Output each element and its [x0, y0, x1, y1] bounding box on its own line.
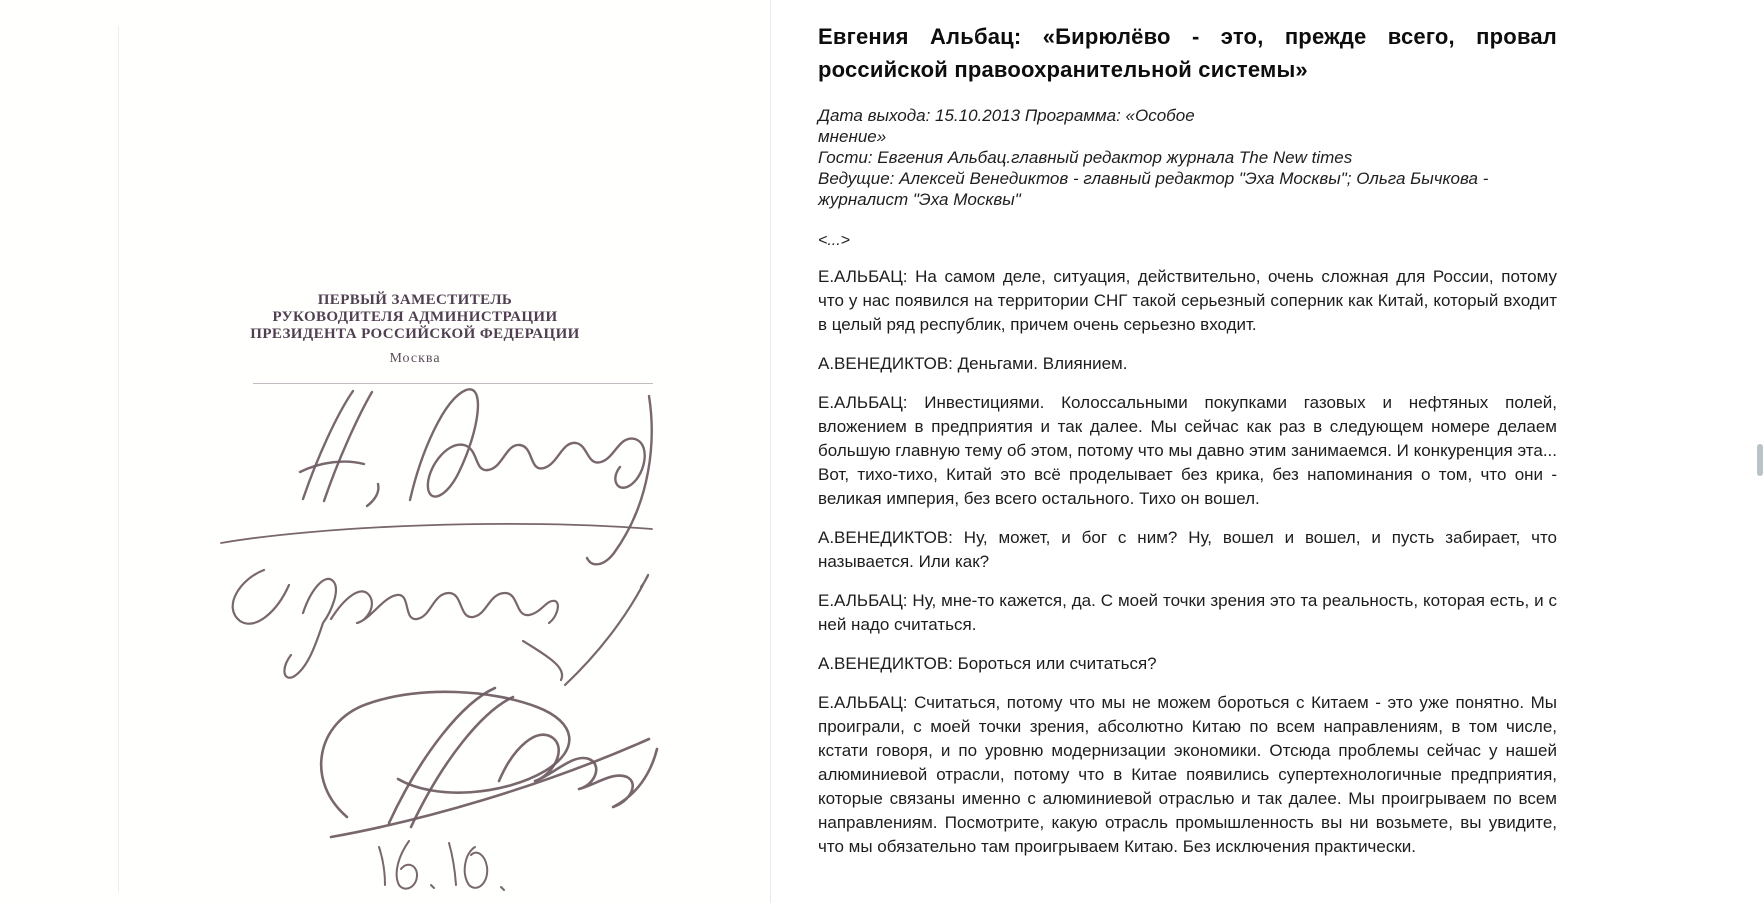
article-title	[818, 20, 1557, 86]
article-title-line: Евгения Альбац: «Бирюлёво - это, прежде всего, провал	[818, 24, 1557, 49]
transcript-paragraph: Е.АЛЬБАЦ: Ну, мне-то кажется, да. С моей точки зрения это та реальность, которая есть, и с ней надо считаться.	[818, 591, 1557, 634]
transcript	[818, 265, 1557, 859]
letterhead-line: РУКОВОДИТЕЛЯ АДМИНИСТРАЦИИ	[272, 309, 558, 325]
article-panel	[770, 0, 1764, 903]
scan-page-edge	[118, 26, 119, 892]
handwritten-addressee	[300, 389, 652, 564]
signature-underline	[221, 524, 652, 543]
omission-marker: <...>	[818, 232, 851, 249]
article-meta	[818, 105, 1557, 210]
meta-line: Ведущие: Алексей Венедиктов - главный редактор "Эха Москвы"; Ольга Бычкова -	[818, 169, 1489, 188]
transcript-paragraph: Е.АЛЬБАЦ: Инвестициями. Колоссальными покупками газовых и нефтяных полей, вложением в предприятия и так далее. Мы сейчас как раз в следующем номере делаем большую главную тему об этом, потому что мы давно этим занимаемся. И конкуренция эта... Вот, тихо-тихо, Китай это всё проделывает без крика, без напоминания о том, что они - великая империя, без всего остального. Тихо он вошел.	[818, 393, 1557, 508]
meta-line: Гости: Евгения Альбац.главный редактор журнала The New times	[818, 148, 1353, 167]
letterhead-rule	[253, 383, 653, 384]
scanned-letter-panel	[0, 0, 770, 903]
letterhead-line: ПРЕЗИДЕНТА РОССИЙСКОЙ ФЕДЕРАЦИИ	[250, 326, 580, 342]
signature-flourish	[321, 688, 657, 837]
letterhead-line: ПЕРВЫЙ ЗАМЕСТИТЕЛЬ	[317, 292, 513, 308]
transcript-paragraph: А.ВЕНЕДИКТОВ: Ну, может, и бог с ним? Ну, вошел и вошел, и пусть забирает, что называется. Или как?	[818, 528, 1557, 571]
meta-line: журналист "Эха Москвы"	[818, 190, 1021, 209]
handwritten-date	[379, 841, 504, 890]
letterhead	[215, 292, 615, 367]
handwriting-layer	[0, 0, 770, 903]
scrollbar-thumb[interactable]	[1757, 444, 1763, 476]
handwritten-salutation	[233, 570, 648, 685]
article-title-line: российской правоохранительной системы»	[818, 57, 1308, 82]
letterhead-city: Москва	[389, 351, 441, 366]
meta-line: Дата выхода: 15.10.2013 Программа: «Особое	[818, 106, 1195, 125]
meta-line: мнение»	[818, 127, 887, 146]
transcript-paragraph: А.ВЕНЕДИКТОВ: Бороться или считаться?	[818, 654, 1157, 673]
transcript-paragraph: Е.АЛЬБАЦ: На самом деле, ситуация, действительно, очень сложная для России, потому что у нас появился на территории СНГ такой серьезный соперник как Китай, который входит в целый ряд республик, причем очень серьезно входит.	[818, 267, 1557, 334]
transcript-paragraph: А.ВЕНЕДИКТОВ: Деньгами. Влиянием.	[818, 354, 1128, 373]
transcript-paragraph: Е.АЛЬБАЦ: Считаться, потому что мы не можем бороться с Китаем - это уже понятно. Мы проиграли, с моей точки зрения, абсолютно Китаю по всем направлениям, в том числе, кстати говоря, и по уровню модернизации экономики. Отсюда проблемы сейчас у нашей алюминиевой отрасли, потому что в Китае появились супертехнологичные предприятия, которые связаны именно с алюминиевой отраслью и так далее. Мы проигрываем по всем направлениям. Посмотрите, какую отрасль промышленность вы ни возьмете, вы увидите, что мы обязательно там проигрываем Китаю. Без исключения практически.	[818, 693, 1557, 856]
